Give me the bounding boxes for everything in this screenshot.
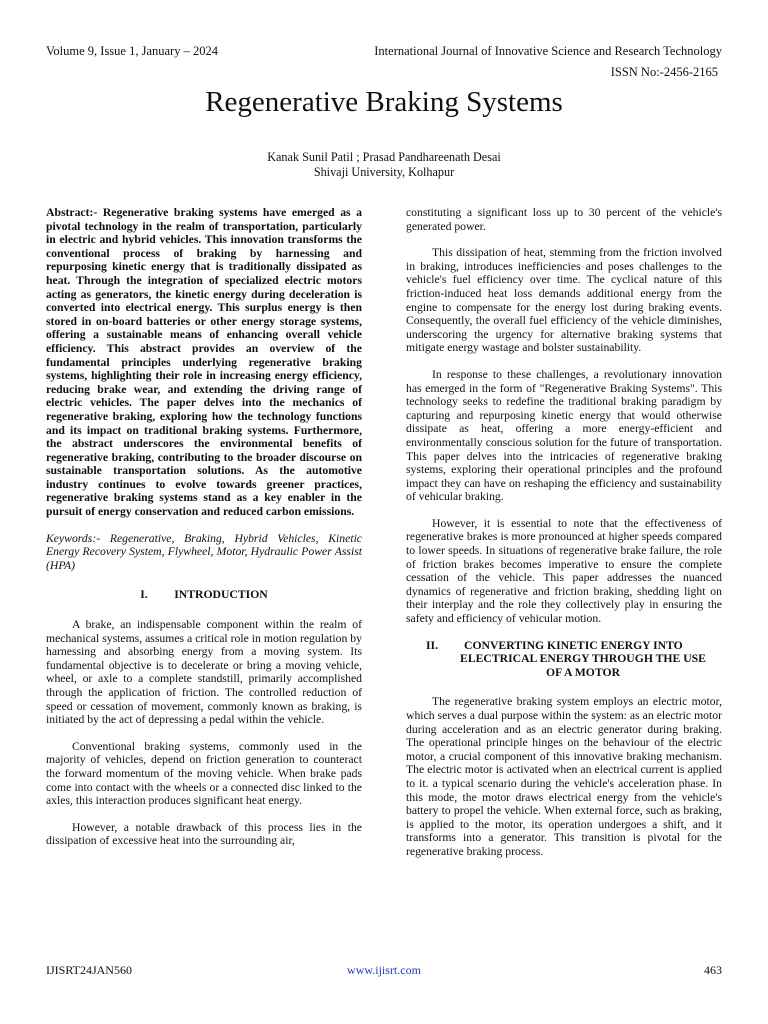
page-number: 463 [704, 963, 722, 977]
section-title-line: ELECTRICAL ENERGY THROUGH THE USE [460, 652, 706, 666]
paragraph: The regenerative braking system employs an electric motor, which serves a dual purpose within the system: as an electric motor during acceleration and as an electric generator during braking. The operational principle hinges on the behaviour of the electric motor, a crucial component of this innovative braking mechanism. The electric motor is activated when an electrical current is applied to it. a typical scenario during the vehicle's acceleration phase. In this mode, the motor draws electrical energy from the vehicle's battery to propel the vehicle. When external force, such as braking, is applied to the motor, its operation undergoes a shift, and it transforms into a generator. This transition is pivotal for the regenerative braking process. [406, 695, 722, 858]
website-link[interactable]: www.ijisrt.com [347, 963, 421, 977]
section-number: II. [426, 638, 439, 652]
affiliation: Shivaji University, Kolhapur [313, 165, 455, 179]
paragraph: This dissipation of heat, stemming from the friction involved in braking, introduces inefficiencies and poses challenges to the vehicle's fuel efficiency over time. The cyclical nature of this friction-induced heat loss demands additional energy from the engine to compensate for the energy lost during braking events. Consequently, the overall fuel efficiency of the vehicle diminishes, underscoring the urgency for alternative braking systems that mitigate energy wastage and bolster sustainability. [406, 246, 722, 355]
paragraph: In response to these challenges, a revolutionary innovation has emerged in the form of "Regenerative Braking Systems". This technology seeks to redefine the traditional braking paradigm by capturing and repurposing kinetic energy that would otherwise dissipate as heat, offering a more energy-efficient and environmentally conscious solution for the future of transportation. This paper delves into the intricacies of regenerative braking systems, exploring their operational principles and the profound impact they can have on reshaping the efficiency and sustainability of vehicular braking. [406, 367, 722, 504]
issn: ISSN No:-2456-2165 [610, 65, 718, 79]
section-title: INTRODUCTION [174, 588, 268, 602]
section-title-line: CONVERTING KINETIC ENERGY INTO [464, 638, 683, 652]
paragraph: However, it is essential to note that the effectiveness of regenerative brakes is more pronounced at higher speeds compared to lower speeds. In situations of regenerative brake failure, the role of friction brakes becomes imperative to ensure the complete cessation of the vehicle. This paper addresses the nuanced dynamics of regenerative and friction braking, shedding light on their interplay and the role they collectively play in ensuring the safety and efficiency of vehicular motion. [406, 516, 722, 626]
paragraph: However, a notable drawback of this process lies in the dissipation of excessive heat into the surrounding air, [46, 820, 362, 848]
abstract: Abstract:- Regenerative braking systems have emerged as a pivotal technology in the realm of transportation, particularly in electric and hybrid vehicles. This innovation transforms the conventional process of braking by harnessing and repurposing kinetic energy that is traditionally dissipated as heat. Through the integration of specialized electric motors acting as generators, the kinetic energy during deceleration is converted into electrical energy. This surplus energy is then stored in on-board batteries or other energy storage systems, offering a sustainable means of enhancing overall vehicle efficiency. This abstract provides an overview of the fundamental principles underlying regenerative braking systems, highlighting their role in increasing energy efficiency, reducing brake wear, and extending the driving range of electric vehicles. The paper delves into the mechanics of regenerative braking, exploring how the technology functions and its impact on traditional braking systems. Furthermore, the abstract underscores the environmental benefits of regenerative braking, contributing to the broader discourse on sustainable transportation solutions. As the automotive industry continues to evolve towards greener practices, regenerative braking systems stand as a key enabler in the pursuit of energy conservation and reduced carbon emissions. [46, 206, 362, 519]
journal-name: International Journal of Innovative Science and Research Technology [374, 44, 722, 58]
volume-issue: Volume 9, Issue 1, January – 2024 [46, 44, 218, 58]
left-column [46, 206, 362, 861]
paragraph: A brake, an indispensable component within the realm of mechanical systems, assumes a critical role in motion regulation by harnessing and absorbing energy from a moving system. Its fundamental objective is to decelerate or bring a moving vehicle, wheel, or axle to a complete standstill, primarily accomplished through the application of friction. The controlled reduction of speed or cessation of movement, commonly known as braking, is initiated by the act of depressing a pedal within the vehicle. [46, 618, 362, 727]
paragraph-continued: constituting a significant loss up to 30 percent of the vehicle's generated power. [406, 206, 722, 233]
authors: Kanak Sunil Patil ; Prasad Pandhareenath Desai [267, 150, 501, 164]
section-heading-converting-kinetic-energy [406, 639, 722, 680]
section-number: I. [140, 588, 148, 602]
section-title-line: OF A MOTOR [545, 665, 621, 679]
paragraph: Conventional braking systems, commonly used in the majority of vehicles, depend on friction generation to counteract the forward momentum of the moving vehicle. When brake pads come into contact with the wheels or a connected disc linked to the axles, this interaction produces significant heat energy. [46, 739, 362, 808]
paper-title: Regenerative Braking Systems [205, 86, 563, 118]
section-heading-introduction [46, 588, 362, 602]
author-block [0, 150, 768, 180]
keywords: Keywords:- Regenerative, Braking, Hybrid Vehicles, Kinetic Energy Recovery System, Flywheel, Motor, Hydraulic Power Assist (HPA) [46, 531, 362, 572]
right-column [406, 206, 722, 872]
paper-id: IJISRT24JAN560 [46, 963, 132, 977]
